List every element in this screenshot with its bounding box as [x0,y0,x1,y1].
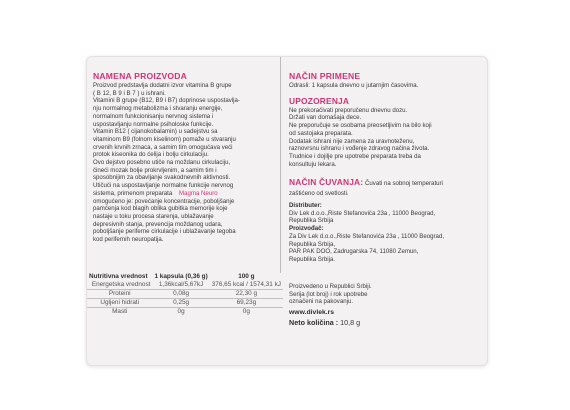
namena-line: nastaje u toku procesa starenja, ublažavanje [93,212,214,220]
table-row [87,290,283,299]
table-cell: 376,65 kcal / 1574,31 kJ [211,281,281,289]
proizvodac-line: PAR PAK DOO, Zadrugarska 74, 11080 Zemun, [289,248,419,256]
table-row [87,308,283,317]
table-cell: 22,30 g [210,290,283,299]
website-link[interactable]: www.divlek.rs [289,309,335,317]
table-cell: 0g [242,308,250,316]
table-header: 100 g [238,273,255,280]
upozorenja-line: Držati van domašaja dece. [289,114,362,122]
namena-line-text: sistema, primenom preparata [93,189,174,197]
cuvanja-heading: NAČIN ČUVANJA: [289,177,364,188]
upozorenja-line: Dodatak ishrani nije zamena za uravnoteženu, [289,137,415,145]
namena-heading: NAMENA PROIZVODA [93,71,188,81]
namena-line: Utičući na uspostavljanje normalne funkcije nervnog [93,182,234,190]
namena-line: vitaminom B9 (folnom kiselinom) pomaže u stvaranju [93,135,236,143]
namena-line: pamćenja kod blagih oblika gubitka memorije koje [93,205,228,213]
left-column [87,57,281,273]
distributer-label: Distributer: [289,202,322,210]
upozorenja-line: konsultuju lekara. [289,160,337,168]
upozorenja-heading: UPOZORENJA [289,95,350,106]
proizvodac-label: Proizvođač: [289,225,324,233]
namena-line: crvenih krvnih zrnaca, a samim tim omogućava veći [93,143,233,151]
primene-text: Odrasli: 1 kapsula dnevno u jutarnjim časovima. [289,82,419,89]
bottom-line: Proizvedeno u Republici Srbiji. [289,283,372,290]
namena-line: depresivnih stanja, prevencija moždanog udara, [93,220,223,228]
table-cell: 0,25g [152,299,209,308]
table-cell: Proteini [87,290,152,299]
primene-heading: NAČIN PRIMENE [289,71,361,81]
bottom-info [289,283,485,327]
namena-line: Vitamin B12 ( cijanokobalamin) u sadejstvu sa [93,128,218,136]
namena-line: čineći mozak bolje prokrvljenim, a samim tim i [93,166,217,174]
distributer-line: Republika Srbija [289,217,334,225]
brand-name: Magma Neuro [179,189,218,197]
namena-line: poboljšanje periferne cirkulacije i ublažavanje tegoba [93,228,236,236]
net-quantity [289,318,485,327]
table-row [87,299,283,308]
namena-line: Ovo dejstvo posebno utiče na moždanu cirkulaciju, [93,159,231,167]
table-cell: Ugljeni hidrati [87,299,152,308]
namena-line: ( B 12, B 9 i B 7 ) u ishrani. [93,89,166,97]
table-cell: Masti [112,308,128,316]
namena-line-brand [93,190,274,198]
upozorenja-line: raznovrsnu ishranu i vođenje zdravog načina života. [289,145,430,153]
cuvanja-block [289,172,481,190]
net-label: Neto količina : [289,318,339,328]
namena-line: Vitamini B grupe (B12, B9 i B7) doprinose uspostavlja- [93,97,240,105]
table-header: Nutritivna vrednost [89,273,148,280]
namena-line: protok kiseonika do ćelija i bolju cirkulaciju. [93,151,209,159]
net-value: 10,8 g [338,318,361,328]
upozorenja-line: Ne prekoračivati preporučenu dnevnu dozu. [289,106,408,114]
package-label [86,56,488,366]
upozorenja-line: od sastojaka preparata. [289,129,353,137]
bottom-line: označeni na pakovanju. [289,298,354,306]
namena-line: Proizvod predstavlja dodatni izvor vitamina B grupe [93,82,232,89]
table-cell: 0,08g [152,290,209,299]
bottom-line: Serija (lot broj) i rok upotrebe [289,290,368,298]
namena-line: omogućeno je: povećanje koncentracije, poboljšanje [93,197,235,205]
table-cell: Energetska vrednost [87,281,152,290]
namena-line: kod perifernih neuropatija. [93,236,164,244]
nutrition-table [87,273,283,365]
proizvodac-line: Republika Srbija, [289,240,336,248]
cuvanja-text-2: zaštićeno od svetlosti. [289,190,349,198]
distributer-line: Div Lek d.o.o.,Riste Stefanovića 23a , 11000 Beograd, [289,209,436,217]
upozorenja-line: Ne preporučuje se osobama preosetljivim na bilo koji [289,122,432,130]
namena-line: normalnom funkcionisanju nervnog sistema i [93,112,214,120]
namena-line: sposobnijim za obavljanje svakodnevnih aktivnosti. [93,174,231,182]
namena-line: uspostavljanju normalne psiholoske funkcije. [93,120,214,128]
proizvodac-line: Za Div Lek d.o.o.,Riste Stefanovića 23a , 11000 Beograd, [289,232,445,240]
table-row [87,281,283,290]
table-cell: 69,23g [210,299,283,308]
upozorenja-line: Trudnice i dojilje pre upotrebe preparata treba da [289,152,421,160]
cuvanja-text: Čuvati na sobnoj temperaturi [363,180,443,188]
table-cell: 1,36kcal/5,67kJ [152,281,209,290]
table-header: 1 kapsula (0,36 g) [154,273,208,280]
proizvodac-line: Republika Srbija. [289,255,336,263]
table-cell: 0g [177,308,185,316]
namena-line: nju normalnog metabolizma i stvaranju energije, [93,105,223,113]
